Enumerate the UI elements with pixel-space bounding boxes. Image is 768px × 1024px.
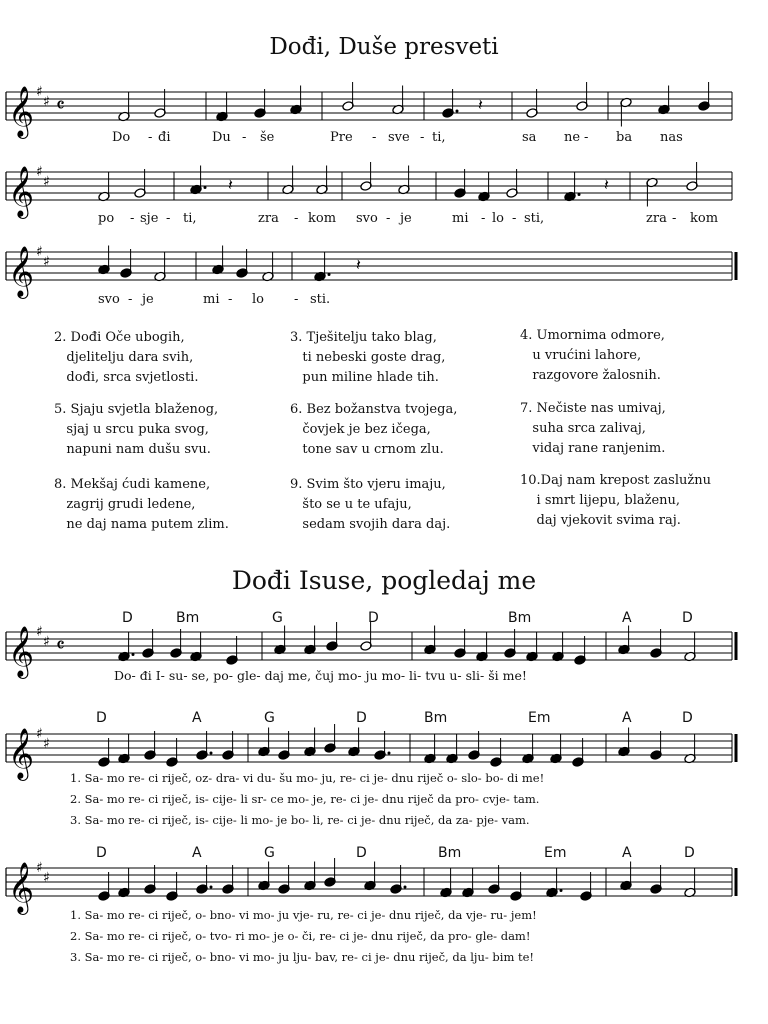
note-icon bbox=[326, 622, 338, 651]
note-icon bbox=[576, 82, 588, 111]
note-icon bbox=[212, 246, 224, 275]
lyric-syllable: ti, bbox=[432, 130, 446, 145]
note-icon bbox=[580, 872, 592, 901]
rest-icon: 𝄽 bbox=[356, 255, 361, 274]
verse-line: vidaj rane ranjenim. bbox=[520, 441, 666, 456]
note-icon bbox=[98, 246, 110, 275]
note-icon bbox=[440, 869, 452, 898]
note-icon bbox=[390, 865, 407, 894]
chord-symbol: G bbox=[264, 845, 275, 861]
lyric-syllable: zra bbox=[258, 211, 279, 226]
note-icon bbox=[222, 731, 234, 760]
chord-symbol: D bbox=[356, 845, 367, 861]
note-icon bbox=[144, 731, 156, 760]
lyric-syllable: lo bbox=[492, 211, 504, 226]
note-icon bbox=[226, 636, 238, 665]
lyric-syllable: - bbox=[512, 211, 517, 226]
note-icon bbox=[324, 858, 336, 887]
note-icon bbox=[144, 865, 156, 894]
lyric-syllable: - bbox=[130, 211, 135, 226]
note-icon bbox=[166, 872, 178, 901]
verse-line: što se u te ufaju, bbox=[290, 497, 412, 512]
lyric-syllable: - bbox=[294, 211, 299, 226]
chord-symbol: A bbox=[192, 710, 202, 726]
lyric-syllable: ne bbox=[564, 130, 581, 145]
time-signature-icon: 𝄴 bbox=[56, 93, 65, 117]
lyric-syllable: - bbox=[294, 292, 299, 307]
note-icon bbox=[454, 169, 466, 198]
row2-line3: 3. Sa- mo re- ci riječ, is- cije- li mo- je bo- li, re- ci je- dnu riječ, da za- pje- vam. bbox=[70, 813, 530, 827]
lyric-syllable: kom bbox=[308, 211, 337, 226]
note-icon bbox=[424, 735, 436, 764]
row3-line3: 3. Sa- mo re- ci riječ, o- bno- vi mo- ju lju- bav, re- ci je- dnu riječ, da lju- bim te! bbox=[70, 950, 535, 964]
note-icon bbox=[478, 173, 490, 202]
chord-symbol: A bbox=[622, 610, 632, 626]
chord-symbol: Em bbox=[528, 710, 551, 726]
row2-line2: 2. Sa- mo re- ci riječ, is- cije- li sr- ce mo- je, re- ci je- dnu riječ da pro- cvje- tam. bbox=[70, 792, 540, 806]
lyric-syllable: đi bbox=[158, 130, 171, 145]
song1-title: Dođi, Duše presveti bbox=[269, 34, 499, 60]
verse-3 bbox=[290, 328, 445, 388]
note-icon bbox=[392, 86, 404, 115]
treble-clef-icon: 𝄞 bbox=[8, 626, 35, 677]
note-icon bbox=[658, 86, 670, 115]
note-icon bbox=[274, 626, 286, 655]
lyric-syllable: še bbox=[260, 130, 275, 145]
lyric-syllable: je bbox=[142, 292, 154, 307]
note-icon bbox=[98, 872, 110, 901]
chord-symbol: D bbox=[682, 710, 693, 726]
sharp-icon: ♯ bbox=[36, 164, 43, 180]
note-icon bbox=[476, 633, 488, 662]
note-icon bbox=[462, 869, 474, 898]
verse-line: djelitelju dara svih, bbox=[54, 350, 194, 365]
note-icon bbox=[118, 633, 135, 662]
row3-line2: 2. Sa- mo re- ci riječ, o- tvo- ri mo- je o- či, re- ci je- dnu riječ, da pro- gle- dam! bbox=[70, 929, 531, 943]
verse-line: 6. Bez božanstva tvojega, bbox=[290, 402, 458, 417]
note-icon bbox=[686, 162, 698, 191]
note-icon bbox=[374, 731, 391, 760]
note-icon bbox=[526, 89, 538, 118]
note-icon bbox=[120, 249, 132, 278]
verse-line: sedam svojih dara daj. bbox=[290, 517, 451, 532]
verse-line: dođi, srca svjetlosti. bbox=[54, 370, 199, 385]
verse-line: suha srca zalivaj, bbox=[520, 421, 646, 436]
verse-line: 7. Nečiste nas umivaj, bbox=[520, 401, 666, 416]
note-icon bbox=[236, 249, 248, 278]
verse-line: zagrij grudi ledene, bbox=[54, 497, 196, 512]
chord-symbol: D bbox=[96, 710, 107, 726]
verse-line: 2. Dođi Oče ubogih, bbox=[54, 330, 185, 345]
chord-symbol: Bm bbox=[176, 610, 200, 626]
lyric-syllable: lo bbox=[252, 292, 264, 307]
rest-icon: 𝄽 bbox=[228, 175, 233, 194]
note-icon bbox=[324, 724, 336, 753]
verse-line: 5. Sjaju svjetla blaženog, bbox=[54, 402, 219, 417]
sharp-icon: ♯ bbox=[43, 634, 50, 650]
sharp-icon: ♯ bbox=[36, 860, 43, 876]
lyric-syllable: mi bbox=[452, 211, 469, 226]
note-icon bbox=[118, 93, 130, 122]
lyric-syllable: - bbox=[386, 211, 391, 226]
note-icon bbox=[254, 89, 266, 118]
lyric-syllable: - bbox=[420, 130, 425, 145]
lyric-syllable: svo bbox=[98, 292, 120, 307]
verse-line: sjaj u srcu puka svog, bbox=[54, 422, 209, 437]
chord-symbol: A bbox=[192, 845, 202, 861]
note-icon bbox=[684, 735, 696, 764]
verse-line: ne daj nama putem zlim. bbox=[54, 517, 229, 532]
lyric-syllable: sve bbox=[388, 130, 410, 145]
note-icon bbox=[650, 865, 662, 894]
note-icon bbox=[304, 862, 316, 891]
chord-symbol: G bbox=[264, 710, 275, 726]
note-icon bbox=[510, 872, 522, 901]
chord-symbol: D bbox=[122, 610, 133, 626]
lyric-syllable: sti, bbox=[524, 211, 545, 226]
note-icon bbox=[278, 731, 290, 760]
treble-clef-icon: 𝄞 bbox=[8, 86, 35, 137]
note-icon bbox=[262, 253, 274, 282]
lyric-syllable: - bbox=[242, 130, 247, 145]
lyric-syllable: - bbox=[372, 130, 377, 145]
note-icon bbox=[142, 629, 154, 658]
verse-2 bbox=[54, 328, 198, 388]
note-icon bbox=[546, 869, 563, 898]
chord-symbol: Em bbox=[544, 845, 567, 861]
lyric-syllable: - bbox=[672, 211, 677, 226]
note-icon bbox=[490, 738, 502, 767]
chord-symbol: Bm bbox=[424, 710, 448, 726]
row2-line1: 1. Sa- mo re- ci riječ, oz- dra- vi du- šu mo- ju, re- ci je- dnu riječ o- slo- bo- di me! bbox=[70, 771, 545, 785]
chord-symbol: D bbox=[684, 845, 695, 861]
row3-line1: 1. Sa- mo re- ci riječ, o- bno- vi mo- ju vje- ru, re- ci je- dnu riječ, da vje- ru- jem! bbox=[70, 908, 537, 922]
lyric-syllable: - bbox=[148, 130, 153, 145]
chord-symbol: G bbox=[272, 610, 283, 626]
chord-symbol: Bm bbox=[438, 845, 462, 861]
row2-lyrics bbox=[70, 768, 544, 831]
note-icon bbox=[304, 626, 316, 655]
treble-clef-icon: 𝄞 bbox=[8, 246, 35, 297]
lyric-syllable: ti, bbox=[183, 211, 197, 226]
lyric-syllable: Do bbox=[112, 130, 131, 145]
note-icon bbox=[290, 86, 302, 115]
verse-line: napuni nam dušu svu. bbox=[54, 442, 211, 457]
sharp-icon: ♯ bbox=[43, 870, 50, 886]
note-icon bbox=[314, 253, 331, 282]
chord-symbol: Bm bbox=[508, 610, 532, 626]
lyric-syllable: - bbox=[166, 211, 171, 226]
song2-title: Dođi Isuse, pogledaj me bbox=[231, 566, 537, 595]
verse-4 bbox=[520, 326, 665, 386]
note-icon bbox=[684, 869, 696, 898]
note-icon bbox=[316, 166, 328, 195]
note-icon bbox=[348, 728, 360, 757]
chord-symbol: A bbox=[622, 710, 632, 726]
note-icon bbox=[216, 93, 228, 122]
note-icon bbox=[442, 89, 459, 118]
note-icon bbox=[134, 169, 146, 198]
verse-line: 3. Tješitelju tako blag, bbox=[290, 330, 437, 345]
lyric-syllable: - bbox=[481, 211, 486, 226]
verse-line: čovjek je bez ičega, bbox=[290, 422, 431, 437]
note-icon bbox=[526, 633, 538, 662]
note-icon bbox=[698, 82, 710, 111]
note-icon bbox=[424, 626, 436, 655]
note-icon bbox=[166, 738, 178, 767]
refrain-lyrics: Do- đi I- su- se, po- gle- daj me, čuj mo- ju mo- li- tvu u- sli- ši me! bbox=[114, 668, 527, 683]
note-icon bbox=[650, 629, 662, 658]
note-icon bbox=[190, 166, 207, 195]
treble-clef-icon: 𝄞 bbox=[8, 862, 35, 913]
verse-6 bbox=[290, 400, 457, 460]
note-icon bbox=[618, 626, 630, 655]
chord-symbol: D bbox=[356, 710, 367, 726]
note-icon bbox=[98, 173, 110, 202]
treble-clef-icon: 𝄞 bbox=[8, 728, 35, 779]
note-icon bbox=[118, 869, 130, 898]
treble-clef-icon: 𝄞 bbox=[8, 166, 35, 217]
note-icon bbox=[304, 728, 316, 757]
lyric-syllable: sje bbox=[140, 211, 159, 226]
verse-line: u vrućini lahore, bbox=[520, 348, 642, 363]
note-icon bbox=[574, 636, 586, 665]
sharp-icon: ♯ bbox=[43, 174, 50, 190]
lyric-syllable: je bbox=[400, 211, 412, 226]
lyric-syllable: nas bbox=[660, 130, 683, 145]
note-icon bbox=[468, 731, 480, 760]
verse-line: 8. Mekšaj ćudi kamene, bbox=[54, 477, 211, 492]
note-icon bbox=[258, 862, 270, 891]
sharp-icon: ♯ bbox=[43, 254, 50, 270]
note-icon bbox=[454, 629, 466, 658]
row3-lyrics bbox=[70, 905, 537, 968]
verse-line: pun miline hlade tih. bbox=[290, 370, 439, 385]
verse-line: 10.Daj nam krepost zaslužnu bbox=[520, 473, 711, 488]
rest-icon: 𝄽 bbox=[478, 95, 483, 114]
lyric-syllable: svo bbox=[356, 211, 378, 226]
verse-line: razgovore žalosnih. bbox=[520, 368, 661, 383]
note-icon bbox=[564, 173, 581, 202]
lyric-syllable: - bbox=[228, 292, 233, 307]
note-icon bbox=[196, 731, 213, 760]
note-icon bbox=[342, 82, 354, 111]
note-icon bbox=[154, 89, 166, 118]
note-icon bbox=[258, 728, 270, 757]
lyric-syllable: po bbox=[98, 211, 115, 226]
sharp-icon: ♯ bbox=[36, 726, 43, 742]
note-icon bbox=[488, 865, 500, 894]
sharp-icon: ♯ bbox=[43, 94, 50, 110]
lyric-syllable: - bbox=[128, 292, 133, 307]
note-icon bbox=[278, 865, 290, 894]
verse-line: 4. Umornima odmore, bbox=[520, 328, 665, 343]
lyric-syllable: Pre bbox=[330, 130, 353, 145]
lyric-syllable: Du bbox=[212, 130, 231, 145]
note-icon bbox=[684, 633, 696, 662]
lyric-syllable: sti. bbox=[310, 292, 331, 307]
note-icon bbox=[650, 731, 662, 760]
verse-line: ti nebeski goste drag, bbox=[290, 350, 446, 365]
verse-line: i smrt lijepu, blaženu, bbox=[520, 493, 681, 508]
verse-5 bbox=[54, 400, 218, 460]
lyric-syllable: kom bbox=[690, 211, 719, 226]
note-icon bbox=[360, 162, 372, 191]
note-icon bbox=[118, 735, 130, 764]
note-icon bbox=[646, 177, 658, 206]
time-signature-icon: 𝄴 bbox=[56, 633, 65, 657]
sharp-icon: ♯ bbox=[43, 736, 50, 752]
sharp-icon: ♯ bbox=[36, 244, 43, 260]
note-icon bbox=[618, 728, 630, 757]
note-icon bbox=[196, 865, 213, 894]
note-icon bbox=[504, 629, 516, 658]
sharp-icon: ♯ bbox=[36, 624, 43, 640]
lyric-syllable: sa bbox=[522, 130, 537, 145]
chord-symbol: D bbox=[96, 845, 107, 861]
verse-line: 9. Svim što vjeru imaju, bbox=[290, 477, 446, 492]
sharp-icon: ♯ bbox=[36, 84, 43, 100]
note-icon bbox=[522, 735, 534, 764]
note-icon bbox=[222, 865, 234, 894]
note-icon bbox=[446, 735, 458, 764]
note-icon bbox=[170, 629, 182, 658]
note-icon bbox=[620, 97, 632, 126]
verse-10 bbox=[520, 471, 711, 531]
note-icon bbox=[364, 862, 376, 891]
note-icon bbox=[572, 738, 584, 767]
note-icon bbox=[98, 738, 110, 767]
verse-line: tone sav u crnom zlu. bbox=[290, 442, 444, 457]
note-icon bbox=[154, 253, 166, 282]
note-icon bbox=[282, 166, 294, 195]
note-icon bbox=[398, 166, 410, 195]
lyric-syllable: - bbox=[584, 130, 589, 145]
chord-symbol: D bbox=[682, 610, 693, 626]
verse-9 bbox=[290, 475, 450, 535]
note-icon bbox=[190, 633, 202, 662]
note-icon bbox=[620, 862, 632, 891]
verse-8 bbox=[54, 475, 229, 535]
verse-line: daj vjekovit svima raj. bbox=[520, 513, 681, 528]
note-icon bbox=[506, 169, 518, 198]
note-icon bbox=[552, 633, 564, 662]
note-icon bbox=[360, 622, 372, 651]
lyric-syllable: ba bbox=[616, 130, 633, 145]
lyric-syllable: mi bbox=[203, 292, 220, 307]
note-icon bbox=[550, 735, 562, 764]
rest-icon: 𝄽 bbox=[604, 175, 609, 194]
chord-symbol: A bbox=[622, 845, 632, 861]
verse-7 bbox=[520, 399, 666, 459]
chord-symbol: D bbox=[368, 610, 379, 626]
lyric-syllable: zra bbox=[646, 211, 667, 226]
